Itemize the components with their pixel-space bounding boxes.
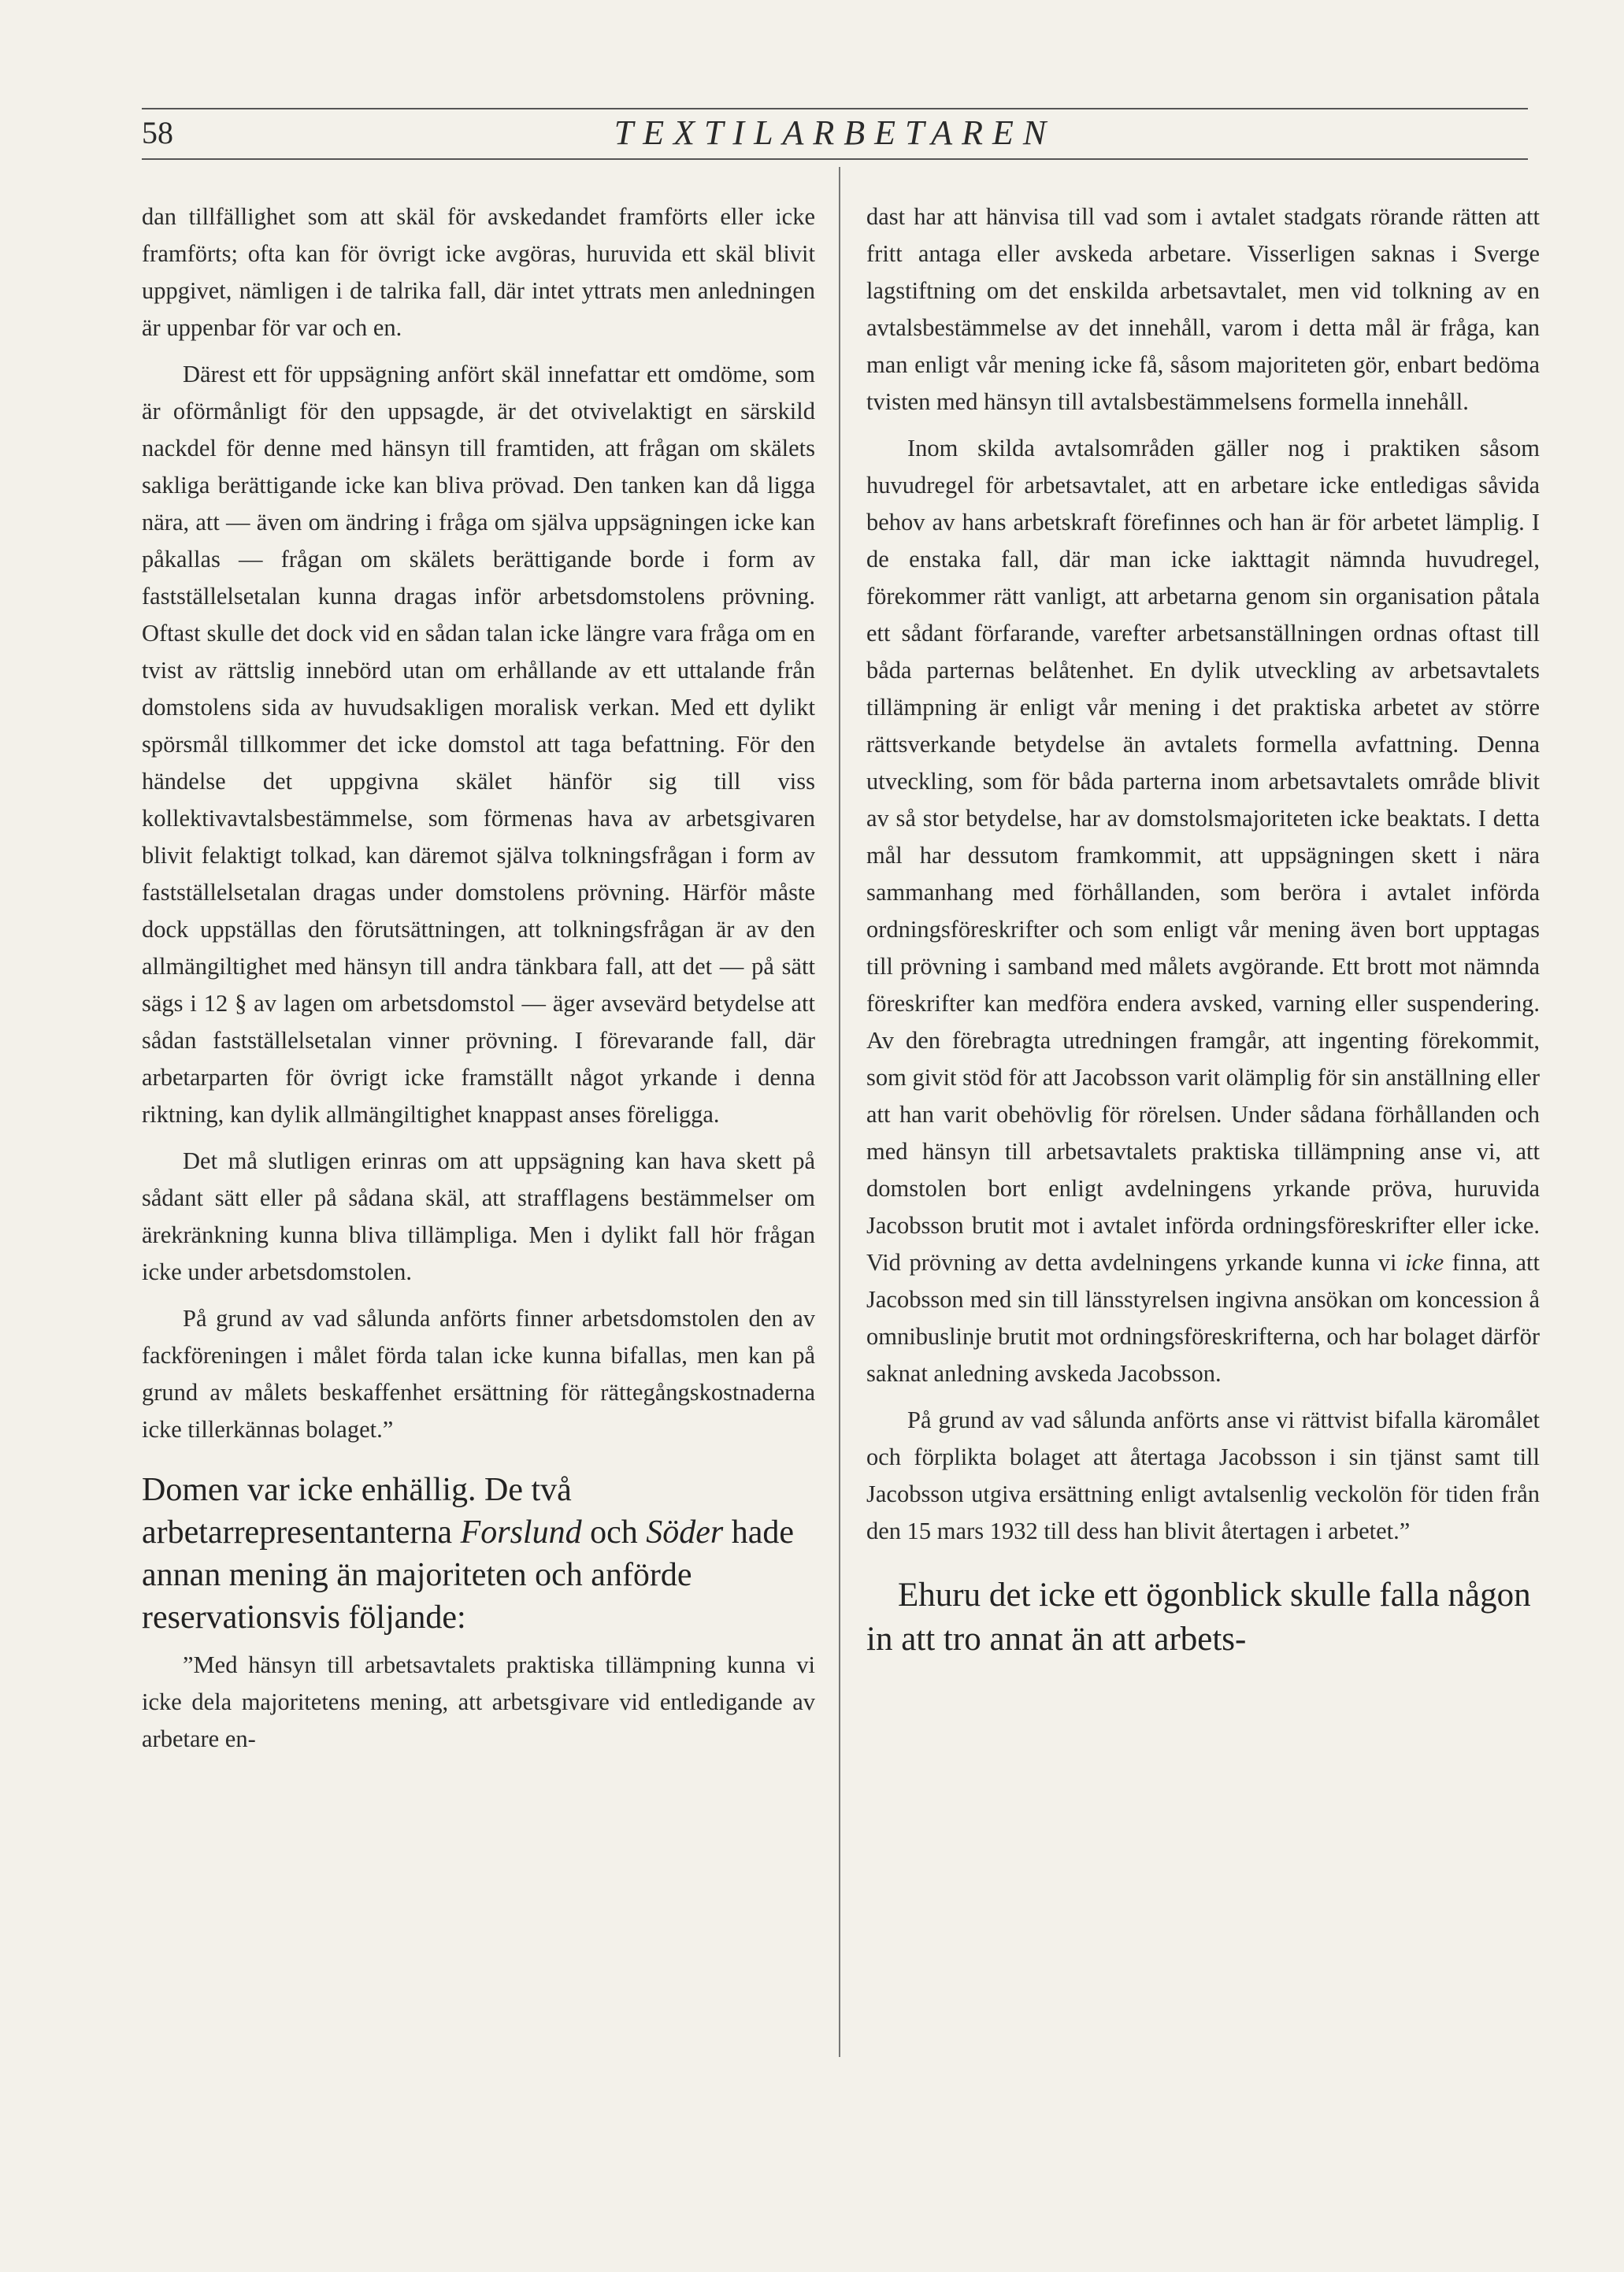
paragraph-text: Inom skilda avtalsområden gäller nog i praktiken såsom huvudregel för arbetsavtalet, att en arbetare icke entledigas såvida behov av hans arbetskraft förefinnes och han är för arbetet lämplig. I de enstaka fall, där man icke iakttagit nämnda huvudregel, förekommer rätt vanligt, att arbetarna genom sin organisation påtala ett sådant förfarande, varefter arbetsanställningen ordnas oftast till båda parternas belåtenhet. En dylik utveckling av arbetsavtalets tillämpning är enligt vår mening i det praktiska arbetet av större rättsverkande betydelse än avtalets formella avfattning. Denna utveckling, som för båda parterna inom arbetsavtalets område blivit av så stor betydelse, har av domstolsmajoriteten icke beaktats. I detta mål har dessutom framkommit, att uppsägningen skett i nära sammanhang med förhållanden, som beröra i avtalet införda ordningsföreskrifter och som enligt vår mening även bort upptagas till prövning i samband med målets avgörande. Ett brott mot nämnda föreskrifter kan medföra endera avsked, varning eller suspendering. Av den förebragta utredningen framgår, att ingenting förekommit, som givit stöd för att Jacobsson varit olämplig för sin anställning eller att han varit obehövlig för rörelsen. Under sådana förhållanden och med hänsyn till arbetsavtalets praktiska tillämpning anse vi, att domstolen bort enligt avdelningens yrkande pröva, huruvida Jacobsson brutit mot i avtalet införda ordningsföreskrifter eller icke. Vid prövning av detta avdelningens yrkande kunna vi [866,435,1540,1276]
lead-paragraph: Ehuru det icke ett ögonblick skulle falla någon in att tro annat än att arbets- [866,1577,1531,1658]
paragraph: dast har att hänvisa till vad som i avtalet stadgats rörande rätten att fritt antaga eller avskeda arbetare. Visserligen saknas i Sverge lagstiftning om det enskilda arbetsavtalet, men vid tolkning av en avtalsbestämmelse av det innehåll, varom i detta mål är fråga, kan man enligt vår mening icke få, såsom majoriteten gör, enbart bedöma tvisten med hänsyn till avtalsbestämmelsens formella innehåll. [866,203,1540,415]
journal-title: TEXTILARBETAREN [614,113,1056,152]
lead-text: Domen var icke enhällig. De två arbetarrepresentanterna [142,1472,572,1551]
paragraph: Det må slutligen erinras om att uppsägning kan hava skett på sådant sätt eller på sådana skäl, att strafflagens bestämmelser om ärekränkning kunna bliva tillämpliga. Men i dylikt fall hör frågan icke under arbetsdomstolen. [142,1147,815,1285]
lead-text: hade annan mening än majoriteten och anförde reservationsvis följande: [142,1514,795,1636]
page-number: 58 [142,115,173,150]
paragraph: dan tillfällighet som att skäl för avskedandet framförts eller icke framförts; ofta kan för övrigt icke avgöras, huruvida ett skäl blivit uppgivet, nämligen i de talrika fall, där intet yttrats men anledningen är uppenbar för var och en. [142,203,815,341]
left-column [142,198,815,1767]
representative-name: Söder [646,1514,724,1551]
header-bottom-rule [142,158,1528,160]
paragraph: Därest ett för uppsägning anfört skäl innefattar ett omdöme, som är oförmånligt för den uppsagde, är det otvivelaktigt en särskild nackdel för denne med hänsyn till framtiden, att frågan om skälets sakliga berättigande icke kan bliva prövad. Den tanken kan då ligga nära, att — även om ändring i fråga om själva uppsägningen icke kan påkallas — frågan om skälets berättigande borde i form av fastställelsetalan kunna dragas inför arbetsdomstolens prövning. Oftast skulle det dock vid en sådan talan icke längre vara fråga om en tvist av rättslig innebörd utan om erhållande av ett uttalande från domstolens sida av huvudsakligen moralisk verkan. Med ett dylikt spörsmål tillkommer det icke domstol att taga befattning. För den händelse det uppgivna skälet hänför sig till viss kollektivavtalsbestämmelse, som förmenas hava av arbetsgivaren blivit felaktigt tolkad, kan däremot själva tolkningsfrågan i form av fastställelsetalan dragas under domstolens prövning. Härför måste dock uppställas den förutsättningen, att tolkningsfrågan är av den allmängiltighet med hänsyn till andra tänkbara fall, att det — på sätt sägs i 12 § av lagen om arbetsdomstol — äger avsevärd betydelse att sådan fastställelsetalan vinner prövning. I förevarande fall, där arbetarparten för övrigt icke framställt något yrkande i denna riktning, kan dylik allmängiltighet knappast anses föreligga. [142,361,815,1128]
paragraph-text: finna, att Jacobsson med sin till länsstyrelsen ingivna ansökan om koncession å omnibuslinje brutit mot ordningsföreskrifterna, och har bolaget därför saknat anledning avskeda Jacobsson. [866,1249,1541,1387]
lead-paragraph [142,1469,815,1639]
lead-text: och [590,1514,638,1551]
page-header [142,106,1528,165]
representative-name: Forslund [460,1514,582,1551]
paragraph: På grund av vad sålunda anförts anse vi rättvist bifalla käromålet och förplikta bolaget att återtaga Jacobsson i sin tjänst samt till Jacobsson utgiva ersättning enligt avtalsenlig veckolön för tiden från den 15 mars 1932 till dess han blivit återtagen i arbetet.” [866,1407,1540,1544]
paragraph: ”Med hänsyn till arbetsavtalets praktiska tillämpning kunna vi icke dela majoritetens mening, att arbetsgivare vid entledigande av arbetare en- [142,1651,815,1752]
right-column [866,198,1540,1662]
emphasis-text: icke [1405,1249,1444,1276]
header-top-rule [142,108,1528,109]
paragraph: På grund av vad sålunda anförts finner arbetsdomstolen den av fackföreningen i målet förda talan icke kunna bifallas, men kan på grund av målets beskaffenhet ersättning för rättegångskostnaderna icke tillerkännas bolaget.” [142,1305,815,1443]
column-divider [839,167,840,2057]
paragraph [866,430,1540,1392]
